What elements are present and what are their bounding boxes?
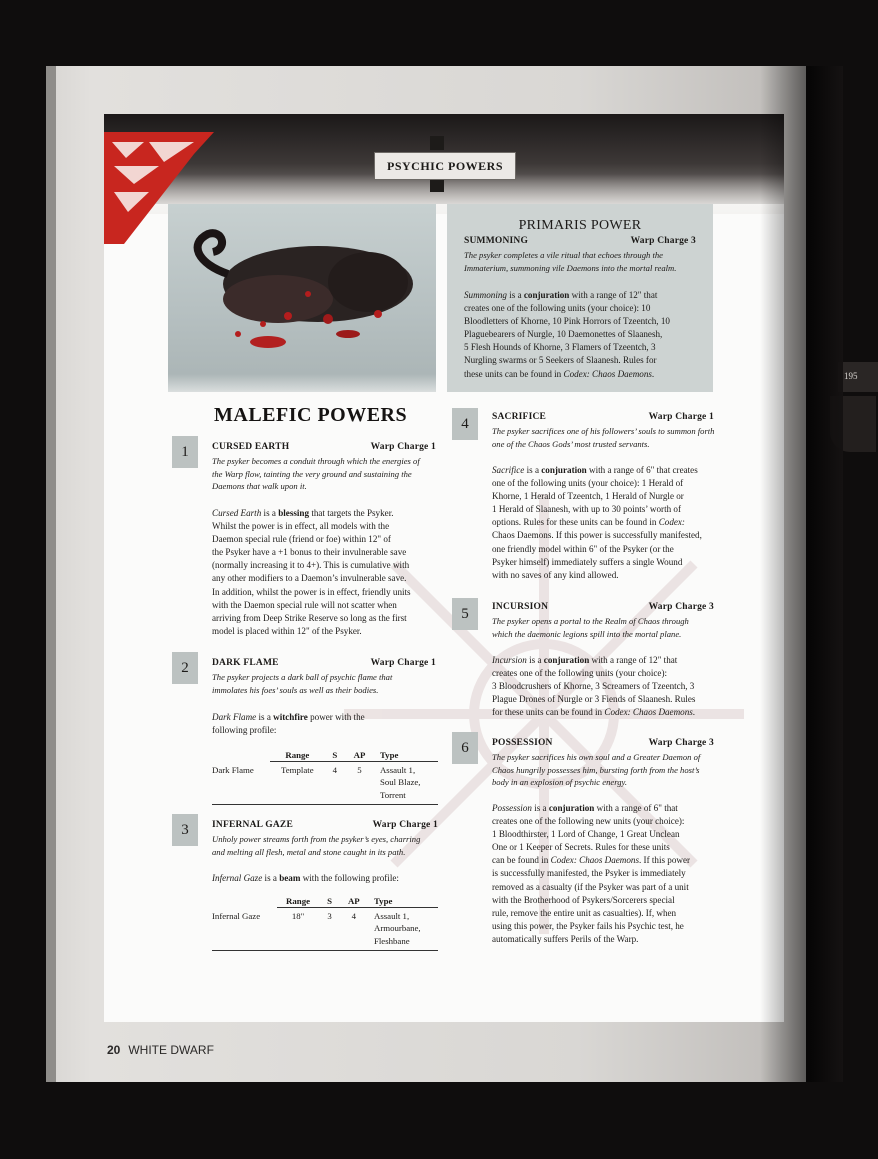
rule-text-line: Dark Flame is a witchfire power with the xyxy=(212,712,365,722)
page-footer xyxy=(107,1043,214,1057)
section-title-plate xyxy=(374,152,516,180)
rule-text-line: Infernal Gaze is a beam with the following profile: xyxy=(212,873,399,883)
rule-text-line: Psyker himself) immediately suffers a single Wound xyxy=(492,556,683,567)
power-name: SUMMONING xyxy=(464,236,529,246)
rule-text-line: Cursed Earth is a blessing that targets the Psyker. xyxy=(212,508,394,518)
power-header xyxy=(492,412,714,422)
rule-text-line: Summoning is a conjuration with a range of 12" that xyxy=(464,290,658,300)
power-flavor: The psyker opens a portal to the Realm of Chaos through which the daemonic legions spill into the mortal plane. xyxy=(492,616,689,639)
content-panel xyxy=(104,114,858,1022)
warp-charge: Warp Charge 1 xyxy=(370,442,436,452)
primaris-heading: PRIMARIS POWER xyxy=(518,218,642,233)
power-flavor: The psyker sacrifices his own soul and a Greater Daemon of Chaos hungrily possesses him, bursting forth from the host’s body in an explosion of psychic energy. xyxy=(492,752,701,787)
page-title: PSYCHIC POWERS xyxy=(386,158,503,173)
rule-text-line: Bloodletters of Khorne, 10 Pink Horrors of Tzeentch, 10 xyxy=(464,316,670,327)
rule-text-line: (normally increasing it to 4+). This is cumulative with xyxy=(212,560,410,571)
power-number-badge: 3 xyxy=(172,814,198,846)
power-name: POSSESSION xyxy=(492,738,553,748)
power-rules xyxy=(212,711,365,737)
warp-charge: Warp Charge 3 xyxy=(648,602,714,612)
power-flavor: The psyker sacrifices one of his followers’ souls to summon forth one of the Chaos Gods’ most trusted servants. xyxy=(492,426,715,449)
rule-text-line: removed as a casualty (if the Psyker was part of a unit xyxy=(492,881,689,892)
power-header xyxy=(212,658,436,668)
page-curl-shadow xyxy=(760,66,843,1082)
power-name: DARK FLAME xyxy=(212,658,279,668)
page-spine xyxy=(46,66,56,1082)
power-rules xyxy=(464,289,670,381)
rule-text-line: 1 Herald of Slaanesh, with up to 30 points’ worth of xyxy=(492,504,682,515)
rule-text-line: model is placed within 12" of the Psyker. xyxy=(212,625,362,636)
rule-text-line: Possession is a conjuration with a range of 6" that xyxy=(492,803,678,813)
power-header xyxy=(212,820,438,830)
power-rules xyxy=(492,654,695,719)
rule-text-line: creates one of the following units (your choice): 10 xyxy=(464,303,651,314)
rule-text-line: rule, remove the entire unit as casualties). If, when xyxy=(492,907,677,918)
power-rules xyxy=(212,507,411,638)
power-flavor: The psyker completes a vile ritual that echoes through the Immaterium, summoning vile Daemons into the mortal realm. xyxy=(464,250,677,273)
power-rules xyxy=(492,464,702,582)
rule-text-line: In addition, whilst the power is in effect, friendly units xyxy=(212,586,411,597)
infernal-gaze-profile-table: Range S AP Type Infernal Gaze 18" 3 4 Assault 1, Armourbane, Fleshbane xyxy=(212,896,438,951)
rule-text-line: Daemon special rule (friend or foe) within 12" of xyxy=(212,534,391,545)
rule-text-line: can be found in Codex: Chaos Daemons. If this power xyxy=(492,855,691,866)
rule-text-line: 3 Bloodcrushers of Khorne, 3 Screamers of Tzeentch, 3 xyxy=(492,681,695,692)
rule-text-line: Chaos Daemons. If this power is successfully manifested, xyxy=(492,530,702,541)
daemon-artwork xyxy=(168,204,436,392)
warp-charge: Warp Charge 3 xyxy=(630,236,696,246)
power-flavor: Unholy power streams forth from the psyker’s eyes, charring and melting all flesh, metal and stone caught in its path. xyxy=(212,834,421,857)
rule-text-line: one of the following units (your choice): 1 Herald of xyxy=(492,478,684,489)
power-name: INCURSION xyxy=(492,602,549,612)
power-header xyxy=(492,602,714,612)
rule-text-line: with the Brotherhood of Psykers/Sorcerers special xyxy=(492,894,675,905)
page-tab: 195 xyxy=(838,362,878,392)
power-number-badge: 6 xyxy=(452,732,478,764)
rule-text-line: 5 Flesh Hounds of Khorne, 3 Flamers of Tzeentch, 3 xyxy=(464,342,656,353)
rule-text-line: these units can be found in Codex: Chaos Daemons. xyxy=(464,368,655,379)
rule-text-line: with the Daemon special rule will not scatter when xyxy=(212,599,397,610)
power-flavor: The psyker projects a dark ball of psychic flame that immolates his foes’ souls as well as their bodies. xyxy=(212,672,393,695)
rule-text-line: Plague Drones of Nurgle or 3 Fiends of Slaanesh. Rules xyxy=(492,694,696,705)
rule-text-line: arriving from Deep Strike Reserve so long as the first xyxy=(212,612,407,623)
rule-text-line: creates one of the following units (your choice): xyxy=(492,668,667,679)
rule-text-line: automatically suffers Perils of the Warp. xyxy=(492,933,639,944)
power-number-badge: 1 xyxy=(172,436,198,468)
rule-text-line: any other modifiers to a Daemon’s invulnerable save. xyxy=(212,573,407,584)
warp-charge: Warp Charge 1 xyxy=(372,820,438,830)
warp-charge: Warp Charge 1 xyxy=(648,412,714,422)
rule-text-line: following profile: xyxy=(212,725,277,736)
daemon-beast-image xyxy=(168,204,436,392)
rule-text-line: 1 Bloodthirster, 1 Lord of Change, 1 Great Unclean xyxy=(492,829,680,840)
rule-text-line: with no saves of any kind allowed. xyxy=(492,569,619,580)
rule-text-line: Nurgling swarms or 5 Seekers of Slaanesh. Rules for xyxy=(464,355,657,366)
warp-charge: Warp Charge 1 xyxy=(370,658,436,668)
rule-text-line: Plaguebearers of Nurgle, 10 Daemonettes of Slaanesh, xyxy=(464,329,663,340)
power-number-badge: 2 xyxy=(172,652,198,684)
rule-text-line: the Psyker have a +1 bonus to their invulnerable save xyxy=(212,547,407,558)
power-header xyxy=(492,738,714,748)
rule-text-line: creates one of the following new units (your choice): xyxy=(492,816,685,827)
warp-charge: Warp Charge 3 xyxy=(648,738,714,748)
rule-text-line: is successfully manifested, the Psyker is immediately xyxy=(492,868,686,879)
malefic-powers-heading: MALEFIC POWERS xyxy=(214,404,408,426)
rule-text-line: for these units can be found in Codex: Chaos Daemons. xyxy=(492,707,696,718)
primaris-power-box xyxy=(447,204,713,392)
page-number: 20 xyxy=(107,1043,121,1057)
rule-text-line: Khorne, 1 Herald of Tzeentch, 1 Herald of Nurgle or xyxy=(492,491,684,502)
rule-text-line: using this power, the Psyker fails his Psychic test, he xyxy=(492,920,684,931)
power-rules xyxy=(212,872,399,885)
rule-text-line: Whilst the power is in effect, all models with the xyxy=(212,521,390,532)
power-header xyxy=(212,442,436,452)
power-number-badge: 5 xyxy=(452,598,478,630)
rule-text-line: Sacrifice is a conjuration with a range of 6" that creates xyxy=(492,465,698,475)
power-header xyxy=(464,236,696,246)
power-name: SACRIFICE xyxy=(492,412,547,422)
rule-text-line: Incursion is a conjuration with a range of 12" that xyxy=(492,655,678,665)
magazine-name: WHITE DWARF xyxy=(128,1043,214,1057)
rule-text-line: One or 1 Keeper of Secrets. Rules for these units xyxy=(492,842,670,853)
power-flavor: The psyker becomes a conduit through which the energies of the Warp flow, tainting the very ground and sustaining the Daemons that walk upon it. xyxy=(212,456,420,491)
rule-text-line: one friendly model within 6" of the Psyker (or the xyxy=(492,543,674,554)
power-rules xyxy=(492,802,690,946)
power-name: INFERNAL GAZE xyxy=(212,820,293,830)
dark-flame-profile-table: Range S AP Type Dark Flame Template 4 5 Assault 1, Soul Blaze, Torrent xyxy=(212,750,438,805)
power-name: CURSED EARTH xyxy=(212,442,290,452)
rule-text-line: options. Rules for these units can be found in Codex: xyxy=(492,517,685,528)
power-number-badge: 4 xyxy=(452,408,478,440)
